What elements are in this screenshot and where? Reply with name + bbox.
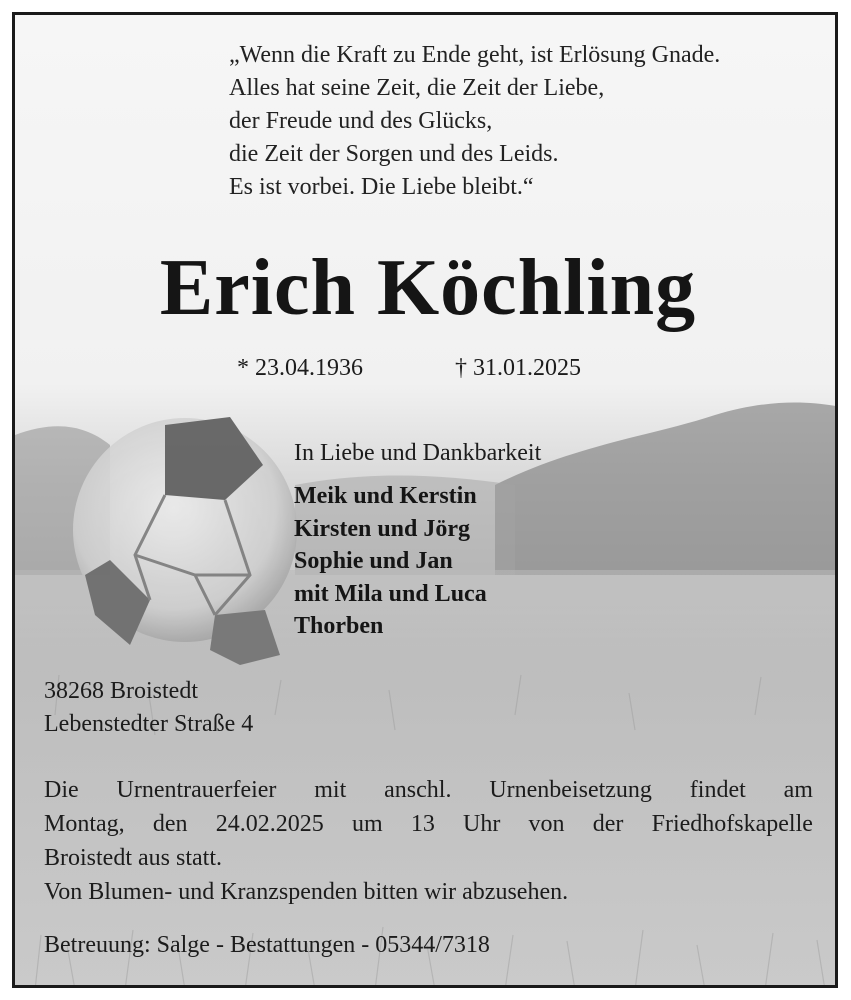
mourner-name: Kirsten und Jörg bbox=[294, 515, 471, 542]
birth-date: * 23.04.1936 bbox=[237, 355, 363, 381]
mourner-name: mit Mila und Luca bbox=[294, 580, 487, 607]
deceased-name: Erich Köchling bbox=[159, 244, 697, 332]
death-date: † 31.01.2025 bbox=[455, 355, 581, 381]
mourner-name: Meik und Kerstin bbox=[294, 483, 477, 509]
ceremony-line: Von Blumen- und Kranzspenden bitten wir abzusehen. bbox=[44, 879, 569, 905]
mourners-intro: In Liebe und Dankbarkeit bbox=[294, 440, 542, 466]
obituary-notice bbox=[12, 12, 838, 988]
mourning-address bbox=[44, 675, 253, 741]
ceremony-line: Montag, den 24.02.2025 um 13 Uhr von der Friedhofskapelle bbox=[44, 811, 813, 837]
quote-line: Alles hat seine Zeit, die Zeit der Liebe, bbox=[229, 75, 605, 101]
quote-line: die Zeit der Sorgen und des Leids. bbox=[229, 141, 559, 167]
mourner-name: Thorben bbox=[294, 613, 384, 639]
memorial-quote bbox=[229, 39, 829, 204]
mourners-list bbox=[294, 480, 487, 643]
address-line: Lebenstedter Straße 4 bbox=[44, 711, 254, 737]
quote-line: Es ist vorbei. Die Liebe bleibt.“ bbox=[229, 174, 534, 200]
address-line: 38268 Broistedt bbox=[44, 678, 198, 704]
undertaker-info: Betreuung: Salge - Bestattungen - 05344/7318 bbox=[44, 932, 490, 958]
quote-line: „Wenn die Kraft zu Ende geht, ist Erlösung Gnade. bbox=[229, 42, 721, 68]
ceremony-info bbox=[44, 773, 813, 909]
ceremony-line: Die Urnentrauerfeier mit anschl. Urnenbeisetzung findet am bbox=[44, 777, 813, 803]
quote-line: der Freude und des Glücks, bbox=[229, 108, 493, 134]
ceremony-line: Broistedt aus statt. bbox=[44, 845, 222, 871]
mourner-name: Sophie und Jan bbox=[294, 548, 453, 574]
